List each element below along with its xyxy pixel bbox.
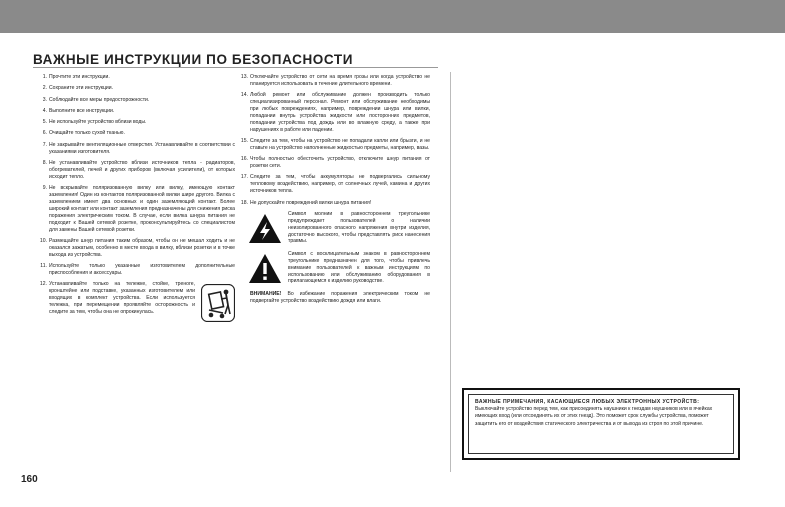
instruction-number: 4. [42, 107, 47, 114]
instruction-item [39, 237, 235, 259]
instruction-item [240, 138, 430, 152]
lightning-warning-icon [248, 212, 282, 246]
instruction-number: 8. [42, 159, 47, 166]
instruction-text: Устанавливайте только на тележке, стойке, треноге, кронштейне или подставке, указанных изготовителем или входящих в комплект устройства. Если используется тележка, при перемещении проявляйте осторожность и следите за тем, чтобы она не опрокинулась. [49, 281, 195, 315]
instruction-item [42, 185, 235, 233]
instruction-number: 1. [42, 74, 47, 80]
instruction-number: 17. [240, 174, 248, 181]
instruction-item [42, 85, 235, 92]
instruction-number: 15. [240, 138, 248, 145]
page-number: 160 [21, 474, 38, 485]
notice-inner-frame [468, 394, 734, 454]
page-title: ВАЖНЫЕ ИНСТРУКЦИИ ПО БЕЗОПАСНОСТИ [33, 52, 354, 67]
attention-note [250, 291, 430, 305]
instruction-item [42, 119, 235, 126]
instruction-number: 13. [240, 74, 248, 80]
instruction-text: Сохраните эти инструкции. [49, 85, 114, 92]
instruction-item [240, 156, 430, 170]
instruction-text: Очищайте только сухой тканью. [49, 130, 125, 137]
instruction-item [42, 74, 235, 81]
attention-label: ВНИМАНИЕ! [250, 290, 282, 297]
instruction-text: Используйте только указанные изготовителем дополнительные приспособления и аксессуары. [49, 262, 235, 276]
instruction-number: 3. [42, 96, 47, 103]
instruction-item [240, 199, 430, 207]
instruction-item [42, 141, 235, 156]
notice-heading: ВАЖНЫЕ ПРИМЕЧАНИЯ, КАСАЮЩИЕСЯ ЛЮБЫХ ЭЛЕКТРОННЫХ УСТРОЙСТВ: [475, 399, 700, 405]
exclamation-warning-icon [248, 252, 282, 286]
instruction-text: Не допускайте повреждений вилки шнура питания! [250, 199, 372, 206]
electronics-notice-box [462, 388, 740, 460]
instruction-text: Не устанавливайте устройство вблизи источников тепла - радиаторов, обогревателей, печей и других приборов (включая усилители), от которых исходит тепло. [49, 159, 235, 180]
instruction-number: 5. [42, 119, 47, 126]
right-instructions-column [240, 74, 430, 305]
instruction-number: 7. [42, 141, 47, 148]
lightning-symbol-text: Символ молнии в равностороннем треугольнике предупреждает пользователей о наличии неизолированного опасного напряжения внутри изделия, достаточно высокого, чтобы представлять риск нанесения травмы. [288, 210, 430, 245]
instruction-item [240, 92, 430, 133]
header-bar [0, 0, 785, 33]
instruction-number: 14. [240, 92, 248, 99]
instruction-item [42, 96, 235, 104]
cart-tipover-warning-icon [201, 284, 235, 322]
instruction-text: Любой ремонт или обслуживание должен производить только специализированный персонал. Ремонт или обслуживание необходимы при любых повреждениях, например, повреждении шнура или вилки, попадании внутрь устройства жидкости или посторонних предметов, попадании устройства под дождь или во влажную среду, а также при нарушениях в работе или падении. [250, 92, 430, 133]
instruction-number: 10. [39, 237, 47, 244]
instruction-text: Чтобы полностью обесточить устройство, отключите шнур питания от розетки сети. [250, 156, 430, 170]
instruction-text: Не вскрывайте поляризованную вилку или вилку, имеющую контакт заземления! Один из контактов поляризованной вилки шире другого. Вилка с заземлением имеет два основных и один заземляющий контакт. Более широкий контакт или контакт заземления предназначены для снижения риска поражения электрическим током. В случае, если вилка шнура питания не подходит к Вашей сетевой розетке, проконсультируйтесь со специалистом для замены Вашей сетевой розетки. [49, 185, 235, 233]
instruction-number: 12. [39, 281, 47, 288]
instruction-text: Выполните все инструкции. [49, 107, 115, 114]
instruction-text: Следите за тем, чтобы аккумуляторы не подвергались сильному тепловому воздействию, например, от солнечных лучей, камина и других источников тепла. [250, 174, 430, 195]
instruction-item [42, 107, 235, 115]
instruction-text: Размещайте шнур питания таким образом, чтобы он не мешал ходить и не оказался зажатым, особенно в месте входа в вилку, вблизи розетки и в точке выхода из устройства. [49, 237, 235, 258]
left-instructions-column [39, 74, 235, 334]
instruction-item [42, 159, 235, 181]
instruction-text: Отключайте устройство от сети на время грозы или когда устройство не планируется использовать в течение длительного времени. [250, 74, 430, 87]
notice-text: Выключайте устройство перед тем, как присоединять наушники к гнездам наушников или в ячейках имеющих вход (или отсоединять их от этих гнезд). Это поможет срок службы устройства, поможет защитить его от воздействия статического электричества и от выхода из строя по этой причине. [475, 406, 713, 427]
instruction-item [42, 130, 235, 137]
column-divider [450, 72, 451, 472]
instruction-text: Не закрывайте вентиляционные отверстия. Устанавливайте в соответствии с указаниями изготовителя. [49, 141, 235, 155]
instruction-number: 18. [240, 199, 248, 206]
instruction-number: 11. [40, 262, 47, 269]
instruction-item [240, 74, 430, 88]
instruction-text: Прочтите эти инструкции. [49, 74, 110, 80]
instruction-number: 9. [42, 185, 47, 192]
lightning-symbol-explanation [248, 211, 430, 246]
attention-text: Во избежание поражения электрическим током не подвергайте устройство воздействию дождя или влаги. [250, 290, 430, 304]
instruction-text: Не используйте устройство вблизи воды. [49, 119, 147, 126]
instruction-item [240, 174, 430, 195]
instruction-item [39, 281, 235, 329]
exclamation-symbol-explanation [248, 251, 430, 286]
instruction-number: 2. [42, 85, 47, 92]
instruction-number: 16. [240, 156, 248, 163]
instruction-number: 6. [42, 130, 47, 137]
title-divider [33, 67, 438, 68]
instruction-text: Следите за тем, чтобы на устройство не попадали капли или брызги, и не ставьте на устройство наполненные жидкостью предметы, например, вазы. [250, 138, 430, 151]
instruction-item [40, 262, 235, 277]
instruction-text: Соблюдайте все меры предосторожности. [49, 96, 150, 103]
exclamation-symbol-text: Символ с восклицательным знаком в равностороннем треугольнике предназначен для того, чтобы привлечь внимание пользователей к важным инструкциям по использованию или обслуживанию оборудования в прилагающемся к изделию руководстве. [288, 250, 430, 285]
